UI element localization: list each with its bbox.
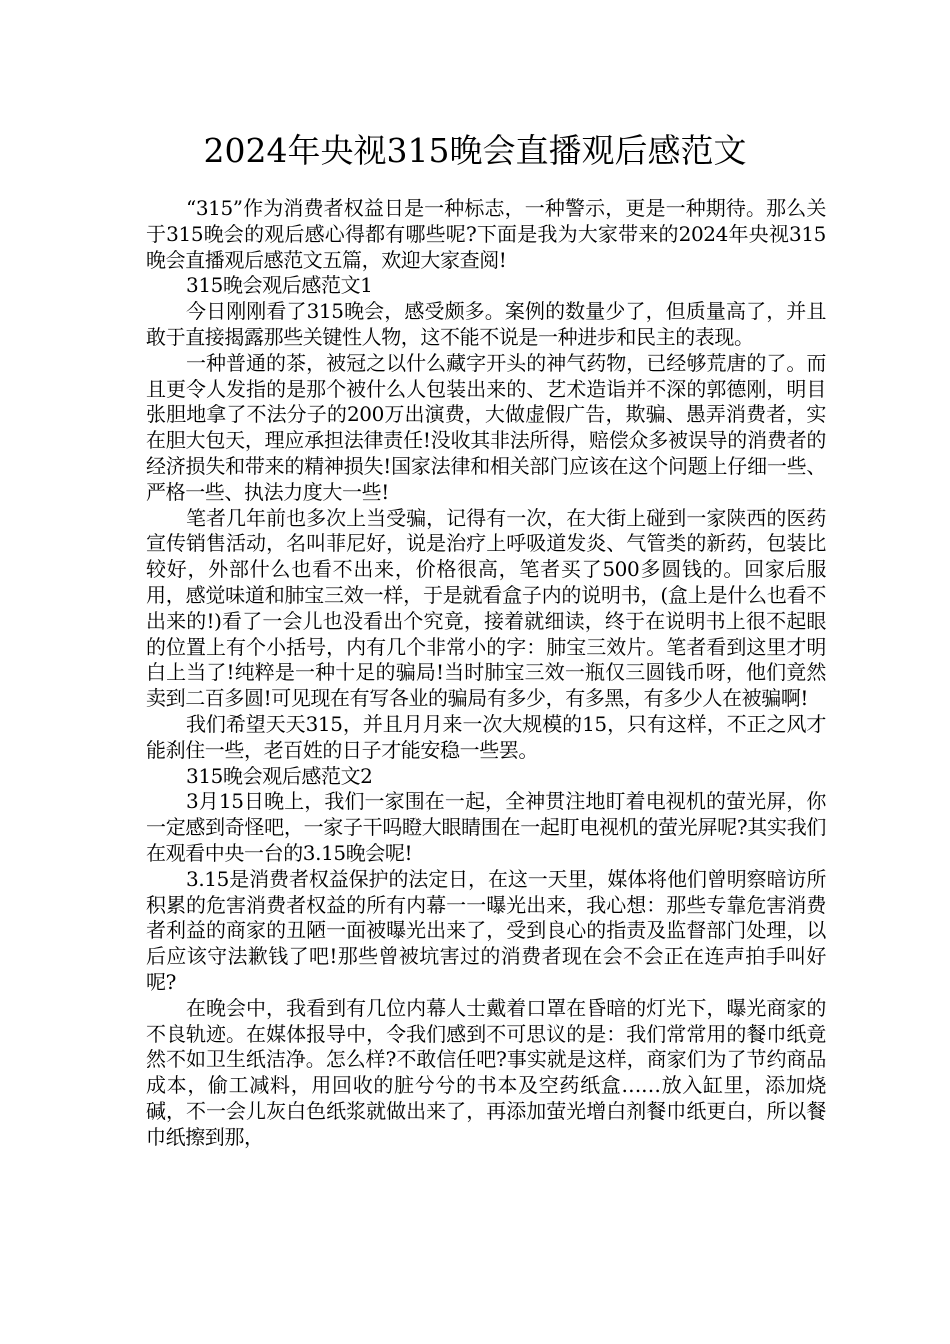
document-body [146,196,826,1150]
paragraph: 我们希望天天315，并且月月来一次大规模的15，只有这样，不正之风才能刹住一些，老百姓的日子才能安稳一些罢。 [146,711,826,762]
paragraph-intro: “315”作为消费者权益日是一种标志，一种警示，更是一种期待。那么关于315晚会的观后感心得都有哪些呢?下面是我为大家带来的2024年央视315晚会直播观后感范文五篇，欢迎大家查阅! [146,196,826,272]
paragraph: 在晚会中，我看到有几位内幕人士戴着口罩在昏暗的灯光下，曝光商家的不良轨迹。在媒体报导中，令我们感到不可思议的是：我们常常用的餐巾纸竟然不如卫生纸洁净。怎么样?不敢信任吧?事实就是这样，商家们为了节约商品成本，偷工减料，用回收的脏兮兮的书本及空药纸盒……放入缸里，添加烧碱，不一会儿灰白色纸浆就做出来了，再添加萤光增白剂餐巾纸更白，所以餐巾纸擦到那， [146,995,826,1149]
section-heading-1: 315晚会观后感范文1 [186,273,373,298]
paragraph: 今日刚刚看了315晚会，感受颇多。案例的数量少了，但质量高了，并且敢于直接揭露那些关键性人物，这不能不说是一种进步和民主的表现。 [146,299,826,349]
paragraph: 笔者几年前也多次上当受骗，记得有一次，在大街上碰到一家陕西的医药宣传销售活动，名叫菲尼好，说是治疗上呼吸道发炎、气管类的新药，包装比较好，外部什么也看不出来，价格很高，笔者买了500多圆钱的。回家后服用，感觉味道和肺宝三效一样，于是就看盒子内的说明书，(盒上是什么也看不出来的!)看了一会儿也没看出个究竟，接着就细读，终于在说明书上很不起眼的位置上有个小括号，内有几个非常小的字：肺宝三效片。笔者看到这里才明白上当了!纯粹是一种十足的骗局!当时肺宝三效一瓶仅三圆钱币呀，他们竟然卖到二百多圆!可见现在有写各业的骗局有多少，有多黑，有多少人在被骗啊! [146,505,826,711]
paragraph: 3月15日晚上，我们一家围在一起，全神贯注地盯着电视机的萤光屏，你一定感到奇怪吧，一家子干吗瞪大眼睛围在一起盯电视机的萤光屏呢?其实我们在观看中央一台的3.15晚会呢! [146,789,826,865]
section-heading-2: 315晚会观后感范文2 [186,763,373,788]
paragraph: 一种普通的茶，被冠之以什么藏字开头的神气药物，已经够荒唐的了。而且更令人发指的是那个被什么人包装出来的、艺术造诣并不深的郭德刚，明目张胆地拿了不法分子的200万出演费，大做虚假广告，欺骗、愚弄消费者，实在胆大包天，理应承担法律责任!没收其非法所得，赔偿众多被误导的消费者的经济损失和带来的精神损失!国家法律和相关部门应该在这个问题上仔细一些、严格一些、执法力度大一些! [146,350,826,504]
paragraph: 3.15是消费者权益保护的法定日，在这一天里，媒体将他们曾明察暗访所积累的危害消费者权益的所有内幕一一曝光出来，我心想：那些专靠危害消费者利益的商家的丑陋一面被曝光出来了，受到良心的指责及监督部门处理，以后应该守法歉钱了吧!那些曾被坑害过的消费者现在会不会正在连声拍手叫好呢? [146,866,826,994]
document-title: 2024年央视315晚会直播观后感范文 [203,131,747,170]
